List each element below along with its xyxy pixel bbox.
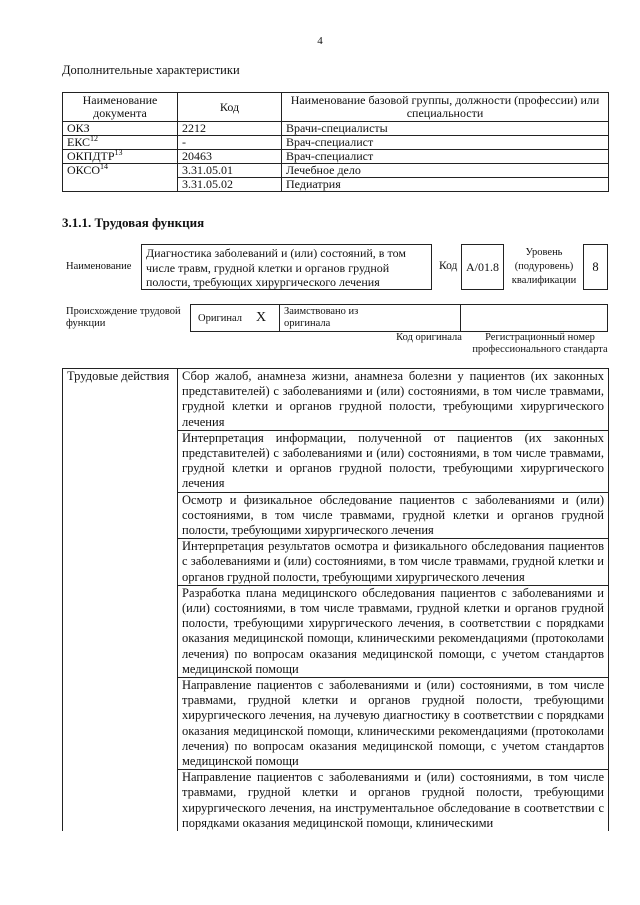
table-row bbox=[63, 136, 609, 150]
row-code: - bbox=[178, 136, 282, 150]
origin-label: Происхождение трудовой функции bbox=[66, 306, 181, 329]
table-row bbox=[63, 178, 609, 192]
list-item: Интерпретация результатов осмотра и физикального обследования пациентов с заболеваниями и (или) состояниями, в том числе травмами, грудной клетки и органов грудной полости, требующими хирургического лечения bbox=[178, 539, 609, 586]
qualification-level-label: Уровень (подуровень) квалификации bbox=[511, 247, 577, 286]
row-doc: ОКСО$^{14}$ bbox=[63, 164, 178, 178]
additional-characteristics-table bbox=[62, 92, 609, 192]
row-name: Врачи-специалисты bbox=[282, 122, 609, 136]
list-item: Сбор жалоб, анамнеза жизни, анамнеза болезни у пациентов (их законных представителей) с заболеваниями и (или) состояниями, в том числе травмами, грудной клетки и органов грудной полости, требующими хирургического лечения bbox=[178, 369, 609, 431]
borrowed-label: Заимствовано из оригинала bbox=[284, 306, 359, 329]
function-heading: 3.1.1. Трудовая функция bbox=[62, 215, 205, 230]
code-label: Код bbox=[439, 260, 458, 272]
row-code: 3.31.05.01 bbox=[178, 164, 282, 178]
qualification-level-box: 8 bbox=[583, 244, 608, 290]
code-original-label: Код оригинала bbox=[396, 332, 462, 343]
row-code: 3.31.05.02 bbox=[178, 178, 282, 192]
header-name: Наименование базовой группы, должности (профессии) или специальности bbox=[282, 93, 609, 122]
list-item: Разработка плана медицинского обследования пациентов с заболеваниями и (или) состояниями, в том числе травмами, грудной клетки и органов грудной полости, требующими хирургического лечения, в соответствии с порядками оказания медицинской помощи, клиническими рекомендациями (протоколами лечения) по вопросам оказания медицинской помощи, с учетом стандартов медицинской помощи bbox=[178, 585, 609, 677]
header-code: Код bbox=[178, 93, 282, 122]
labor-actions-table bbox=[62, 368, 609, 831]
table-row bbox=[63, 369, 609, 431]
row-name: Лечебное дело bbox=[282, 164, 609, 178]
table-row bbox=[63, 164, 609, 178]
list-item: Направление пациентов с заболеваниями и (или) состояниями, в том числе травмами, грудной клетки и органов грудной полости, требующими хирургического лечения, на инструментальное обследование в соответствии с порядками оказания медицинской помощи, клиническими bbox=[178, 770, 609, 831]
origin-row bbox=[190, 304, 608, 332]
original-label: Оригинал bbox=[198, 313, 242, 324]
reg-number-label: Регистрационный номер профессионального стандарта bbox=[472, 332, 608, 355]
row-doc: ОКЗ bbox=[63, 122, 178, 136]
row-doc: ЕКС$^{12}$ bbox=[63, 136, 178, 150]
function-name-box: Диагностика заболеваний и (или) состояний, в том числе травм, грудной клетки и органов грудной полости, требующих хирургического лечения bbox=[141, 244, 432, 290]
name-label: Наименование bbox=[66, 261, 132, 272]
table-row bbox=[63, 122, 609, 136]
page-number: 4 bbox=[317, 35, 323, 47]
code-original-cell bbox=[460, 304, 608, 332]
borrowed-cell bbox=[279, 304, 461, 332]
function-code-box: А/01.8 bbox=[461, 244, 504, 290]
list-item: Интерпретация информации, полученной от пациентов (их законных представителей) с заболеваниями и (или) состояниями, в том числе травмами, грудной клетки и органов грудной полости, требующими хирургического лечения bbox=[178, 430, 609, 492]
original-cell bbox=[190, 304, 280, 332]
table-row bbox=[63, 150, 609, 164]
row-doc bbox=[63, 178, 178, 192]
header-document: Наименование документа bbox=[63, 93, 178, 122]
row-name: Врач-специалист bbox=[282, 136, 609, 150]
row-code: 20463 bbox=[178, 150, 282, 164]
row-code: 2212 bbox=[178, 122, 282, 136]
table-header-row bbox=[63, 93, 609, 122]
row-doc: ОКПДТР$^{13}$ bbox=[63, 150, 178, 164]
row-name: Врач-специалист bbox=[282, 150, 609, 164]
list-item: Осмотр и физикальное обследование пациентов с заболеваниями и (или) состояниями, в том числе травмами, грудной клетки и органов грудной полости, требующими хирургического лечения bbox=[178, 492, 609, 539]
row-name: Педиатрия bbox=[282, 178, 609, 192]
labor-actions-label: Трудовые действия bbox=[63, 369, 178, 832]
original-mark: X bbox=[256, 310, 267, 325]
additional-characteristics-heading: Дополнительные характеристики bbox=[62, 63, 240, 77]
list-item: Направление пациентов с заболеваниями и (или) состояниями, в том числе травмами, грудной клетки и органов грудной полости, требующими хирургического лечения, на лучевую диагностику в соответствии с порядками оказания медицинской помощи, клиническими рекомендациями (протоколами лечения) по вопросам оказания медицинской помощи, с учетом стандартов медицинской помощи bbox=[178, 678, 609, 770]
